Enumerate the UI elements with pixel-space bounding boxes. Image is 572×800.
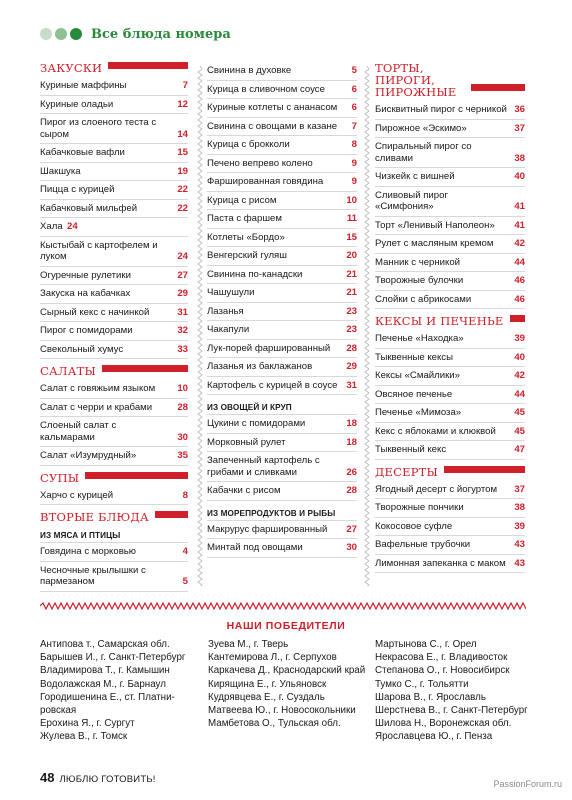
recipe-page: 4 bbox=[182, 546, 188, 557]
recipe-page: 21 bbox=[346, 268, 357, 280]
recipe-page: 6 bbox=[351, 102, 357, 113]
winner-entry: Жулева В., г. Томск bbox=[40, 731, 128, 743]
winners-column-1 bbox=[40, 638, 205, 744]
recipe-page: 22 bbox=[177, 202, 188, 214]
recipe-page: 41 bbox=[514, 201, 525, 212]
recipe-page: 18 bbox=[346, 418, 357, 429]
section-heading bbox=[40, 62, 188, 74]
recipe-entry bbox=[375, 235, 525, 254]
recipe-entry bbox=[375, 291, 525, 310]
recipe-entry bbox=[207, 377, 357, 396]
recipe-page: 43 bbox=[514, 557, 525, 569]
recipe-page: 32 bbox=[177, 325, 188, 336]
contents-column-1 bbox=[40, 62, 188, 592]
recipe-page: 46 bbox=[514, 275, 525, 286]
recipe-name: Картофель с курицей в соусе bbox=[207, 379, 338, 391]
recipe-entry bbox=[207, 229, 357, 248]
winner-entry: Шарова В., г. Ярославль bbox=[375, 691, 486, 703]
recipe-name: Шакшука bbox=[40, 165, 81, 177]
column-divider-2 bbox=[364, 66, 370, 586]
winner-entry: Ерохина Я., г. Сургут bbox=[40, 718, 135, 730]
recipe-page: 43 bbox=[514, 539, 525, 550]
recipe-name: Сливовый пирог «Симфония» bbox=[375, 189, 448, 212]
recipe-name: Говядина с морковью bbox=[40, 546, 136, 557]
section-title: КЕКСЫ И ПЕЧЕНЬЕ bbox=[375, 314, 504, 328]
winner-entry: Кирящина Е., г. Ульяновск bbox=[208, 678, 327, 690]
recipe-page: 11 bbox=[346, 213, 357, 224]
recipe-name: Тыквенные кексы bbox=[375, 351, 453, 363]
decor-dot-3 bbox=[70, 28, 82, 40]
recipe-name: Куриные котлеты с ананасом bbox=[207, 102, 338, 113]
recipe-entry bbox=[375, 386, 525, 405]
recipe-name: Бисквитный пирог с черникой bbox=[375, 104, 507, 115]
recipe-page: 15 bbox=[177, 147, 188, 158]
recipe-name: Лук-порей фаршированный bbox=[207, 342, 331, 354]
recipe-entry bbox=[40, 114, 188, 144]
recipe-name: Харчо с курицей bbox=[40, 489, 114, 501]
recipe-entry bbox=[207, 521, 357, 540]
recipe-name: Салат с говяжьим языком bbox=[40, 383, 156, 394]
recipe-page: 29 bbox=[177, 288, 188, 299]
recipe-name: Огуречные рулетики bbox=[40, 269, 131, 281]
recipe-name: Пирог с помидорами bbox=[40, 325, 133, 336]
recipe-entry bbox=[40, 341, 188, 360]
recipe-name: Кабачковые вафли bbox=[40, 147, 125, 158]
recipe-page: 5 bbox=[182, 576, 188, 587]
recipe-page: 22 bbox=[177, 184, 188, 195]
winner-entry: Каркачева Д., Краснодарский край bbox=[208, 665, 366, 677]
section-bar bbox=[471, 84, 525, 91]
winner-entry: Матвеева Ю., г. Новосокольники bbox=[208, 705, 356, 717]
winner-entry: Городишенина Е., ст. Платни-ровская bbox=[40, 691, 175, 717]
section-heading bbox=[40, 365, 188, 377]
recipe-entry bbox=[207, 173, 357, 192]
recipe-name: Свинина в духовке bbox=[207, 65, 292, 76]
recipe-page: 31 bbox=[346, 379, 357, 391]
recipe-entry bbox=[375, 481, 525, 500]
page-footer bbox=[40, 770, 156, 785]
recipe-name: Печено вепрево колено bbox=[207, 157, 313, 169]
section-heading bbox=[375, 62, 525, 98]
recipe-name: Кабачковый мильфей bbox=[40, 202, 138, 214]
recipe-page: 10 bbox=[177, 383, 188, 394]
recipe-page: 14 bbox=[177, 128, 188, 140]
recipe-name: Салат «Изумрудный» bbox=[40, 450, 137, 461]
recipe-entry bbox=[207, 482, 357, 501]
recipe-entry bbox=[207, 358, 357, 377]
recipe-name: Торт «Ленивый Наполеон» bbox=[375, 219, 495, 231]
recipe-page: 15 bbox=[346, 231, 357, 243]
recipe-entry bbox=[207, 62, 357, 81]
recipe-name: Рулет с масляным кремом bbox=[375, 238, 494, 249]
recipe-page: 38 bbox=[514, 502, 525, 513]
recipe-entry bbox=[40, 200, 188, 219]
magazine-name: ЛЮБЛЮ ГОТОВИТЬ! bbox=[59, 774, 156, 785]
recipe-entry bbox=[375, 101, 525, 120]
recipe-entry bbox=[375, 120, 525, 139]
recipe-entry bbox=[40, 181, 188, 200]
winner-entry: Зуева М., г. Тверь bbox=[208, 639, 289, 650]
recipe-entry bbox=[40, 543, 188, 562]
recipe-name: Паста с фаршем bbox=[207, 213, 282, 224]
recipe-page: 42 bbox=[514, 238, 525, 249]
recipe-page: 31 bbox=[177, 306, 188, 318]
winners-title: НАШИ ПОБЕДИТЕЛИ bbox=[226, 620, 346, 632]
recipe-name: Куриные маффины bbox=[40, 80, 127, 91]
recipe-name: Творожные булочки bbox=[375, 275, 464, 286]
recipe-entry bbox=[375, 404, 525, 423]
recipe-entry bbox=[375, 536, 525, 555]
recipe-page: 36 bbox=[514, 104, 525, 115]
recipe-name: Курица в сливочном соусе bbox=[207, 83, 325, 95]
recipe-name: Цукини с помидорами bbox=[207, 418, 306, 429]
recipe-name: Закуска на кабачках bbox=[40, 288, 131, 299]
recipe-entry bbox=[207, 155, 357, 174]
recipe-entry bbox=[207, 539, 357, 558]
recipe-page: 45 bbox=[514, 425, 525, 437]
recipe-page: 47 bbox=[514, 444, 525, 455]
recipe-name: Пирог из слоеного теста с сыром bbox=[40, 117, 157, 140]
recipe-entry bbox=[207, 99, 357, 118]
recipe-page: 41 bbox=[514, 219, 525, 231]
winner-entry: Кантемирова Л., г. Серпухов bbox=[208, 652, 337, 664]
recipe-entry bbox=[375, 441, 525, 460]
recipe-entry bbox=[40, 144, 188, 163]
recipe-page: 28 bbox=[177, 401, 188, 413]
recipe-page: 23 bbox=[346, 324, 357, 335]
recipe-page: 38 bbox=[514, 152, 525, 164]
section-title: ДЕСЕРТЫ bbox=[375, 464, 439, 479]
recipe-page: 37 bbox=[514, 483, 525, 495]
winner-entry: Шилова Н., Воронежская обл. bbox=[375, 718, 512, 730]
recipe-entry bbox=[375, 272, 525, 291]
section-bar bbox=[510, 315, 525, 322]
recipe-entry bbox=[375, 423, 525, 442]
section-bar bbox=[108, 62, 188, 69]
recipe-name: Свинина по-канадски bbox=[207, 268, 303, 280]
winner-entry: Барышев И., г. Санкт-Петербург bbox=[40, 652, 186, 664]
recipe-name: Печенье «Находка» bbox=[375, 333, 464, 344]
recipe-name: Печенье «Мимоза» bbox=[375, 407, 462, 418]
recipe-name: Чашушули bbox=[207, 287, 255, 298]
decor-dot-2 bbox=[55, 28, 67, 40]
recipe-page: 33 bbox=[177, 343, 188, 355]
subsection-title: ИЗ ОВОЩЕЙ И КРУП bbox=[207, 399, 357, 415]
section-heading bbox=[40, 511, 188, 523]
recipe-entry bbox=[207, 81, 357, 100]
recipe-page: 24 bbox=[67, 221, 78, 232]
recipe-page: 45 bbox=[514, 407, 525, 418]
winner-entry: Антипова т., Самарская обл. bbox=[40, 639, 170, 650]
recipe-name: Хала bbox=[40, 221, 63, 232]
recipe-name: Чакапули bbox=[207, 324, 250, 335]
section-bar bbox=[102, 365, 188, 372]
recipe-name: Кабачки с рисом bbox=[207, 485, 281, 496]
recipe-entry bbox=[375, 499, 525, 518]
recipe-name: Пирожное «Эскимо» bbox=[375, 122, 467, 134]
recipe-name: Вафельные трубочки bbox=[375, 539, 471, 550]
recipe-entry bbox=[375, 168, 525, 187]
recipe-page: 20 bbox=[346, 250, 357, 261]
recipe-page: 27 bbox=[346, 523, 357, 535]
recipe-name: Ягодный десерт с йогуртом bbox=[375, 483, 498, 495]
recipe-entry bbox=[40, 304, 188, 323]
page-number: 48 bbox=[40, 770, 55, 785]
recipe-entry bbox=[207, 192, 357, 211]
recipe-entry bbox=[207, 452, 357, 482]
recipe-entry bbox=[207, 210, 357, 229]
recipe-name: Венгерский гуляш bbox=[207, 250, 287, 261]
recipe-entry bbox=[375, 217, 525, 236]
recipe-entry bbox=[375, 518, 525, 537]
recipe-name: Котлеты «Бордо» bbox=[207, 231, 285, 243]
recipe-page: 30 bbox=[177, 431, 188, 443]
page-title: Все блюда номера bbox=[91, 26, 231, 42]
recipe-name: Свекольный хумус bbox=[40, 343, 124, 355]
recipe-page: 9 bbox=[351, 176, 357, 187]
recipe-name: Фаршированная говядина bbox=[207, 176, 324, 187]
section-title: ВТОРЫЕ БЛЮДА bbox=[40, 510, 149, 524]
recipe-entry bbox=[207, 118, 357, 137]
recipe-entry bbox=[375, 367, 525, 386]
contents-column-2 bbox=[207, 62, 357, 558]
recipe-page: 9 bbox=[351, 157, 357, 169]
recipe-name: Чесночные крылышки с пармезаном bbox=[40, 564, 146, 587]
recipe-entry bbox=[375, 330, 525, 349]
recipe-page: 7 bbox=[182, 80, 188, 91]
recipe-entry bbox=[207, 136, 357, 155]
column-divider-1 bbox=[197, 66, 203, 586]
recipe-name: Слоеный салат с кальмарами bbox=[40, 420, 117, 443]
recipe-page: 35 bbox=[177, 450, 188, 461]
recipe-entry bbox=[207, 340, 357, 359]
recipe-page: 29 bbox=[346, 361, 357, 372]
section-title: САЛАТЫ bbox=[40, 364, 96, 378]
recipe-entry bbox=[40, 285, 188, 304]
section-title: ЗАКУСКИ bbox=[40, 61, 103, 75]
section-title: ТОРТЫ, ПИРОГИ, ПИРОЖНЫЕ bbox=[375, 61, 457, 99]
recipe-page: 19 bbox=[177, 165, 188, 177]
recipe-entry bbox=[207, 415, 357, 434]
recipe-entry bbox=[375, 349, 525, 368]
recipe-entry bbox=[40, 447, 188, 466]
recipe-name: Лазанья из баклажанов bbox=[207, 361, 313, 372]
recipe-name: Минтай под овощами bbox=[207, 542, 303, 553]
winner-entry: Ярославцева Ю., г. Пенза bbox=[375, 731, 493, 743]
winners-column-3 bbox=[375, 638, 535, 744]
recipe-entry bbox=[40, 267, 188, 286]
recipe-entry bbox=[207, 247, 357, 266]
recipe-name: Макрурус фаршированный bbox=[207, 523, 328, 535]
recipe-name: Лимонная запеканка с маком bbox=[375, 557, 506, 569]
recipe-page: 28 bbox=[346, 342, 357, 354]
recipe-name: Тыквенный кекс bbox=[375, 444, 447, 455]
recipe-page: 7 bbox=[351, 120, 357, 132]
recipe-page: 44 bbox=[514, 256, 525, 268]
recipe-name: Салат с черри и крабами bbox=[40, 401, 153, 413]
winner-entry: Шерстнева В., г. Санкт-Петербург bbox=[375, 705, 528, 717]
winner-entry: Мартынова С., г. Орел bbox=[375, 639, 477, 650]
section-heading bbox=[375, 466, 525, 478]
recipe-entry bbox=[40, 562, 188, 592]
recipe-entry bbox=[375, 254, 525, 273]
recipe-name: Курица с рисом bbox=[207, 194, 277, 206]
recipe-name: Куриные оладьи bbox=[40, 98, 114, 110]
recipe-page: 12 bbox=[177, 98, 188, 110]
recipe-name: Спиральный пирог со сливами bbox=[375, 141, 472, 164]
recipe-page: 46 bbox=[514, 293, 525, 305]
recipe-name: Курица с брокколи bbox=[207, 139, 290, 150]
recipe-page: 30 bbox=[346, 542, 357, 553]
contents-column-3 bbox=[375, 62, 525, 573]
recipe-page: 26 bbox=[346, 466, 357, 478]
recipe-name: Запеченный картофель с грибами и сливками bbox=[207, 455, 320, 478]
page-header bbox=[40, 25, 231, 43]
recipe-name: Кыстыбай с картофелем и луком bbox=[40, 239, 158, 262]
recipe-name: Кексы «Смайлики» bbox=[375, 370, 460, 381]
winner-entry: Мамбетова О., Тульская обл. bbox=[208, 718, 341, 730]
section-heading bbox=[40, 472, 188, 484]
recipe-page: 6 bbox=[351, 83, 357, 95]
recipe-name: Кекс с яблоками и клюквой bbox=[375, 425, 496, 437]
recipe-page: 5 bbox=[351, 65, 357, 76]
recipe-name: Пицца с курицей bbox=[40, 184, 115, 195]
recipe-page: 39 bbox=[514, 520, 525, 532]
decor-dot-1 bbox=[40, 28, 52, 40]
recipe-name: Кокосовое суфле bbox=[375, 520, 453, 532]
recipe-entry bbox=[207, 434, 357, 453]
recipe-name: Лазанья bbox=[207, 305, 244, 317]
recipe-entry bbox=[40, 399, 188, 418]
winner-entry: Водолажская М., г. Барнаул bbox=[40, 678, 166, 690]
section-bar bbox=[155, 511, 188, 518]
recipe-entry bbox=[375, 138, 525, 168]
winner-entry: Владимирова Т., г. Камышин bbox=[40, 665, 170, 677]
recipe-entry bbox=[40, 237, 188, 267]
recipe-entry bbox=[207, 284, 357, 303]
recipe-entry bbox=[40, 218, 188, 237]
section-bar bbox=[85, 472, 188, 479]
recipe-entry bbox=[375, 187, 525, 217]
winner-entry: Тумко С., г. Тольятти bbox=[375, 678, 469, 690]
recipe-name: Морковный рулет bbox=[207, 436, 286, 448]
section-bar bbox=[444, 466, 525, 473]
recipe-page: 8 bbox=[182, 489, 188, 501]
section-title: СУПЫ bbox=[40, 470, 80, 485]
recipe-page: 28 bbox=[346, 485, 357, 496]
recipe-page: 40 bbox=[514, 351, 525, 363]
section-heading bbox=[375, 315, 525, 327]
winner-entry: Степанова О., г. Новосибирск bbox=[375, 665, 510, 677]
recipe-page: 27 bbox=[177, 269, 188, 281]
recipe-page: 42 bbox=[514, 370, 525, 381]
recipe-entry bbox=[40, 322, 188, 341]
recipe-entry bbox=[40, 380, 188, 399]
recipe-page: 21 bbox=[346, 287, 357, 298]
recipe-entry bbox=[40, 96, 188, 115]
winners-column-2 bbox=[208, 638, 368, 730]
recipe-entry bbox=[40, 77, 188, 96]
recipe-name: Манник с черникой bbox=[375, 256, 461, 268]
recipe-entry bbox=[207, 266, 357, 285]
recipe-page: 10 bbox=[346, 194, 357, 206]
recipe-entry bbox=[40, 163, 188, 182]
recipe-page: 23 bbox=[346, 305, 357, 317]
recipe-page: 37 bbox=[514, 122, 525, 134]
recipe-name: Свинина с овощами в казане bbox=[207, 120, 338, 132]
recipe-page: 24 bbox=[177, 251, 188, 262]
recipe-name: Овсяное печенье bbox=[375, 388, 453, 400]
recipe-entry bbox=[40, 487, 188, 506]
recipe-name: Сырный кекс с начинкой bbox=[40, 306, 150, 318]
recipe-page: 8 bbox=[351, 139, 357, 150]
winner-entry: Кудрявцева Е., г. Суздаль bbox=[208, 691, 325, 703]
recipe-page: 18 bbox=[346, 436, 357, 448]
watermark: PassionForum.ru bbox=[493, 779, 562, 789]
recipe-name: Чизкейк с вишней bbox=[375, 171, 455, 182]
recipe-name: Творожные пончики bbox=[375, 502, 464, 513]
recipe-page: 44 bbox=[514, 388, 525, 400]
recipe-page: 40 bbox=[514, 171, 525, 182]
recipe-entry bbox=[207, 303, 357, 322]
subsection-title: ИЗ МЯСА И ПТИЦЫ bbox=[40, 527, 188, 543]
horizontal-divider bbox=[40, 602, 526, 610]
recipe-page: 39 bbox=[514, 333, 525, 344]
recipe-entry bbox=[40, 417, 188, 447]
recipe-name: Слойки с абрикосами bbox=[375, 293, 472, 305]
recipe-entry bbox=[375, 555, 525, 574]
subsection-title: ИЗ МОРЕПРОДУКТОВ И РЫБЫ bbox=[207, 505, 357, 521]
winner-entry: Некрасова Е., г. Владивосток bbox=[375, 652, 508, 664]
recipe-entry bbox=[207, 321, 357, 340]
